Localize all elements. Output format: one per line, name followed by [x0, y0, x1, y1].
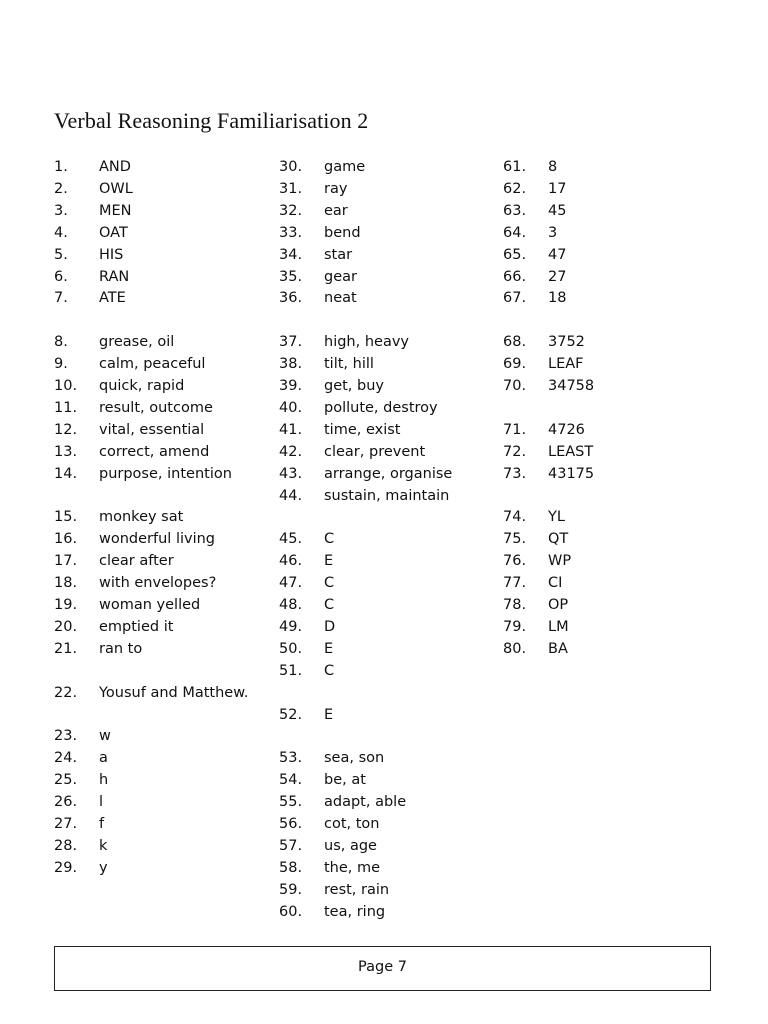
- answer-text: tilt, hill: [324, 356, 374, 373]
- question-number: 36.: [279, 290, 303, 307]
- question-number: 6.: [54, 268, 68, 285]
- question-number: 63.: [503, 202, 527, 219]
- question-number: 21.: [54, 640, 78, 657]
- question-number: 54.: [279, 772, 303, 789]
- answer-text: clear, prevent: [324, 443, 426, 460]
- answer-text: f: [99, 816, 105, 832]
- answer-text: w: [99, 728, 111, 745]
- answer-text: 17: [548, 180, 567, 197]
- question-number: 43.: [279, 465, 303, 482]
- question-number: 33.: [279, 224, 303, 241]
- question-number: 29.: [54, 859, 78, 876]
- question-number: 31.: [279, 180, 303, 197]
- question-number: 17.: [54, 553, 78, 570]
- question-number: 3.: [54, 202, 68, 219]
- question-number: 26.: [54, 794, 78, 811]
- answer-text: arrange, organise: [324, 465, 453, 482]
- answer-text: LM: [548, 618, 569, 635]
- question-number: 32.: [279, 202, 303, 219]
- answer-text: Yousuf and Matthew.: [99, 684, 249, 701]
- answer-text: us, age: [324, 837, 377, 854]
- question-number: 22.: [54, 684, 78, 701]
- answer-text: AND: [99, 159, 131, 175]
- answer-text: LEAST: [548, 443, 594, 460]
- question-number: 50.: [279, 640, 303, 657]
- question-number: 11.: [54, 399, 78, 416]
- answer-text: 18: [548, 290, 567, 307]
- question-number: 18.: [54, 575, 78, 592]
- question-number: 10.: [54, 378, 78, 394]
- answer-text: be, at: [324, 772, 366, 789]
- answer-text: C: [324, 662, 335, 679]
- answer-text: 47: [548, 246, 567, 263]
- question-number: 44.: [279, 487, 303, 504]
- question-number: 72.: [503, 443, 527, 460]
- question-number: 71.: [503, 421, 527, 438]
- answer-text: purpose, intention: [99, 465, 232, 482]
- question-number: 23.: [54, 728, 78, 745]
- question-number: 45.: [279, 531, 303, 548]
- answer-text: 8: [548, 159, 558, 175]
- question-number: 25.: [54, 772, 78, 789]
- answer-text: YL: [548, 509, 565, 526]
- answer-text: 3752: [548, 334, 585, 351]
- answer-text: 4726: [548, 421, 585, 438]
- question-number: 16.: [54, 531, 78, 548]
- question-number: 78.: [503, 597, 527, 613]
- answer-text: ran to: [99, 640, 143, 657]
- answer-text: ear: [324, 202, 348, 219]
- answer-text: gear: [324, 268, 357, 285]
- answer-text: tea, ring: [324, 903, 386, 920]
- question-number: 73.: [503, 465, 527, 482]
- page-number: Page 7: [358, 959, 407, 975]
- answer-text: the, me: [324, 859, 381, 876]
- question-number: 48.: [279, 597, 303, 613]
- question-number: 2.: [54, 180, 68, 197]
- question-number: 67.: [503, 290, 527, 307]
- question-number: 14.: [54, 465, 78, 482]
- question-number: 62.: [503, 180, 527, 197]
- question-number: 27.: [54, 816, 78, 832]
- question-number: 42.: [279, 443, 303, 460]
- answer-text: E: [324, 553, 334, 570]
- answer-text: sea, son: [324, 750, 385, 767]
- question-number: 5.: [54, 246, 68, 263]
- answer-text: a: [99, 750, 108, 767]
- question-number: 59.: [279, 881, 303, 898]
- answer-text: E: [324, 706, 334, 723]
- question-number: 4.: [54, 224, 68, 241]
- question-number: 80.: [503, 640, 527, 657]
- answer-text: MEN: [99, 202, 132, 219]
- answer-text: C: [324, 597, 335, 613]
- answer-text: correct, amend: [99, 443, 210, 460]
- answer-text: OAT: [99, 224, 128, 241]
- answer-text: RAN: [99, 268, 130, 285]
- answer-text: cot, ton: [324, 816, 380, 832]
- answer-text: result, outcome: [99, 399, 213, 416]
- answer-text: CI: [548, 575, 563, 592]
- question-number: 28.: [54, 837, 78, 854]
- answer-text: E: [324, 640, 334, 657]
- answer-text: wonderful living: [99, 531, 215, 548]
- answer-text: get, buy: [324, 378, 385, 394]
- question-number: 15.: [54, 509, 78, 526]
- question-number: 56.: [279, 816, 303, 832]
- question-number: 8.: [54, 334, 68, 351]
- question-number: 1.: [54, 159, 68, 175]
- question-number: 35.: [279, 268, 303, 285]
- answer-text: neat: [324, 290, 357, 307]
- answer-text: LEAF: [548, 356, 584, 373]
- answer-text: clear after: [99, 553, 174, 570]
- answer-text: sustain, maintain: [324, 487, 450, 504]
- question-number: 65.: [503, 246, 527, 263]
- answer-text: 27: [548, 268, 567, 285]
- question-number: 39.: [279, 378, 303, 394]
- answer-text: quick, rapid: [99, 378, 185, 394]
- question-number: 7.: [54, 290, 68, 307]
- answer-text: l: [99, 794, 104, 811]
- answer-text: calm, peaceful: [99, 356, 206, 373]
- question-number: 49.: [279, 618, 303, 635]
- page-title: Verbal Reasoning Familiarisation 2: [54, 108, 369, 133]
- answer-text: pollute, destroy: [324, 399, 438, 416]
- question-number: 30.: [279, 159, 303, 175]
- answer-text: adapt, able: [324, 794, 407, 811]
- question-number: 77.: [503, 575, 527, 592]
- question-number: 79.: [503, 618, 527, 635]
- question-number: 20.: [54, 618, 78, 635]
- question-number: 47.: [279, 575, 303, 592]
- answer-text: bend: [324, 224, 361, 241]
- answer-text: star: [324, 246, 353, 263]
- answer-text: vital, essential: [99, 421, 205, 438]
- answer-text: ATE: [99, 290, 126, 307]
- question-number: 9.: [54, 356, 68, 373]
- question-number: 64.: [503, 224, 527, 241]
- answer-text: C: [324, 531, 335, 548]
- answer-text: HIS: [99, 246, 124, 263]
- answer-text: h: [99, 772, 109, 789]
- answer-text: 3: [548, 224, 558, 241]
- answer-text: woman yelled: [99, 597, 201, 613]
- question-number: 41.: [279, 421, 303, 438]
- answer-text: 45: [548, 202, 567, 219]
- question-number: 38.: [279, 356, 303, 373]
- answer-text: BA: [548, 640, 568, 657]
- question-number: 46.: [279, 553, 303, 570]
- answer-text: QT: [548, 531, 569, 548]
- question-number: 12.: [54, 421, 78, 438]
- answer-text: time, exist: [324, 421, 401, 438]
- answer-text: high, heavy: [324, 334, 409, 351]
- question-number: 69.: [503, 356, 527, 373]
- answer-text: y: [99, 859, 108, 876]
- question-number: 68.: [503, 334, 527, 351]
- question-number: 34.: [279, 246, 303, 263]
- answer-text: game: [324, 159, 366, 175]
- question-number: 58.: [279, 859, 303, 876]
- question-number: 76.: [503, 553, 527, 570]
- question-number: 19.: [54, 597, 78, 613]
- page-footer: [54, 946, 711, 991]
- question-number: 75.: [503, 531, 527, 548]
- answer-text: C: [324, 575, 335, 592]
- answer-text: ray: [324, 180, 348, 197]
- answer-text: OWL: [99, 180, 133, 197]
- question-number: 37.: [279, 334, 303, 351]
- question-number: 57.: [279, 837, 303, 854]
- question-number: 53.: [279, 750, 303, 767]
- question-number: 70.: [503, 378, 527, 394]
- answer-text: 34758: [548, 378, 595, 394]
- question-number: 60.: [279, 903, 303, 920]
- question-number: 66.: [503, 268, 527, 285]
- answer-text: monkey sat: [99, 509, 184, 526]
- answer-text: OP: [548, 597, 569, 613]
- answer-text: with envelopes?: [99, 575, 217, 592]
- question-number: 40.: [279, 399, 303, 416]
- question-number: 55.: [279, 794, 303, 811]
- question-number: 52.: [279, 706, 303, 723]
- answer-text: k: [99, 837, 108, 854]
- answer-text: grease, oil: [99, 334, 175, 351]
- answer-text: rest, rain: [324, 881, 390, 898]
- question-number: 24.: [54, 750, 78, 767]
- answer-text: WP: [548, 553, 572, 570]
- answer-text: emptied it: [99, 618, 174, 635]
- question-number: 51.: [279, 662, 303, 679]
- question-number: 13.: [54, 443, 78, 460]
- answer-text: D: [324, 618, 336, 635]
- question-number: 74.: [503, 509, 527, 526]
- answer-text: 43175: [548, 465, 595, 482]
- question-number: 61.: [503, 159, 527, 175]
